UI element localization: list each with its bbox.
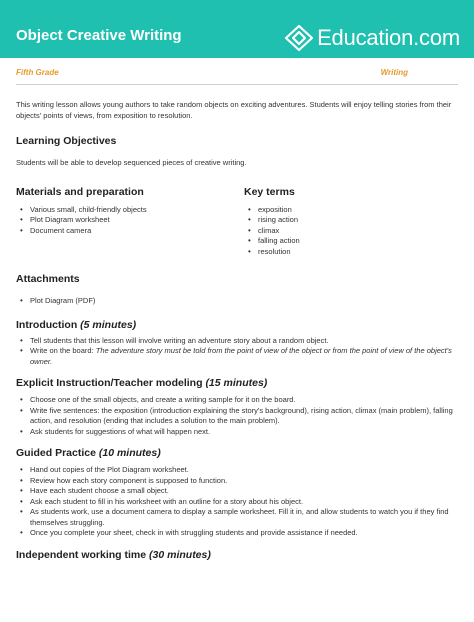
guided-practice-item: • Ask each student to fill in his worksheet with an outline for a story about his object. bbox=[16, 497, 460, 508]
explicit-instruction-heading-text: Explicit Instruction/Teacher modeling bbox=[16, 377, 203, 389]
introduction-heading-text: Introduction bbox=[16, 318, 78, 331]
guided-practice-item: • As students work, use a document camera to display a sample worksheet. Fill it in, and allow students to watch you if they find themselves struggling. bbox=[16, 507, 460, 528]
guided-practice-heading bbox=[16, 447, 460, 460]
introduction-item bbox=[16, 346, 460, 367]
guided-practice-heading-text: Guided Practice bbox=[16, 447, 96, 459]
attachments-list bbox=[16, 296, 460, 307]
logo-text: Education.com bbox=[317, 25, 460, 50]
header-bar bbox=[0, 0, 474, 58]
key-term-item: • exposition bbox=[244, 205, 460, 216]
introduction-duration: (5 minutes) bbox=[80, 318, 137, 331]
explicit-instruction-item: • Ask students for suggestions of what will happen next. bbox=[16, 427, 460, 438]
education-logo-icon bbox=[284, 24, 314, 52]
attachments-heading: Attachments bbox=[16, 273, 80, 285]
board-quote: The adventure story must be told from the point of view of the object or from the point of view of the object's owner. bbox=[30, 346, 452, 366]
explicit-instruction-item: • Choose one of the small objects, and create a writing sample for it on the board. bbox=[16, 395, 460, 406]
meta-divider bbox=[16, 84, 458, 85]
materials-item: • Document camera bbox=[16, 226, 244, 237]
guided-practice-item: • Hand out copies of the Plot Diagram worksheet. bbox=[16, 465, 460, 476]
lesson-intro: This writing lesson allows young authors to take random objects on exciting adventures. Students will enjoy telling stories from their objects' points of views, from exposition to resolution. bbox=[16, 100, 452, 120]
guided-practice-list bbox=[16, 465, 460, 539]
explicit-instruction-item: • Write five sentences: the exposition (introduction explaining the story's background), rising action, climax (main problem), falling action, and resolution (ending that includes a solution to the main problem). bbox=[16, 406, 460, 427]
independent-working-duration: (30 minutes) bbox=[149, 548, 211, 561]
explicit-instruction-duration: (15 minutes) bbox=[205, 377, 268, 389]
key-terms-list bbox=[244, 205, 460, 258]
learning-objectives-heading: Learning Objectives bbox=[16, 135, 117, 147]
materials-list bbox=[16, 205, 244, 237]
introduction-heading bbox=[16, 319, 460, 332]
guided-practice-item: • Have each student choose a small object. bbox=[16, 486, 460, 497]
learning-objectives-text: Students will be able to develop sequenced pieces of creative writing. bbox=[16, 158, 247, 167]
key-term-item: • rising action bbox=[244, 215, 460, 226]
subject-label: Writing bbox=[380, 68, 408, 77]
key-term-item: • resolution bbox=[244, 247, 460, 258]
attachment-link[interactable]: • Plot Diagram (PDF) bbox=[16, 296, 460, 307]
lesson-meta bbox=[16, 68, 460, 82]
key-term-item: • falling action bbox=[244, 236, 460, 247]
explicit-instruction-heading bbox=[16, 377, 460, 390]
introduction-item-prefix: Write on the board: bbox=[30, 346, 96, 355]
materials-heading: Materials and preparation bbox=[16, 185, 144, 198]
materials-section bbox=[16, 186, 244, 258]
independent-working-heading-text: Independent working time bbox=[16, 548, 147, 561]
materials-item: • Various small, child-friendly objects bbox=[16, 205, 244, 216]
lesson-content bbox=[16, 92, 460, 562]
guided-practice-item: • Review how each story component is supposed to function. bbox=[16, 476, 460, 487]
guided-practice-item: • Once you complete your sheet, check in with struggling students and provide assistance if needed. bbox=[16, 528, 460, 539]
guided-practice-duration: (10 minutes) bbox=[98, 447, 161, 459]
key-term-item: • climax bbox=[244, 226, 460, 237]
independent-working-heading bbox=[16, 549, 460, 562]
key-terms-heading: Key terms bbox=[244, 185, 295, 198]
explicit-instruction-list bbox=[16, 395, 460, 437]
introduction-list bbox=[16, 336, 460, 368]
materials-keyterms-row bbox=[16, 186, 460, 258]
grade-label: Fifth Grade bbox=[16, 68, 59, 77]
materials-item: • Plot Diagram worksheet bbox=[16, 215, 244, 226]
key-terms-section bbox=[244, 186, 460, 258]
page-title: Object Creative Writing bbox=[16, 27, 182, 44]
introduction-item: • Tell students that this lesson will involve writing an adventure story about a random object. bbox=[16, 336, 460, 347]
education-logo[interactable] bbox=[284, 24, 460, 52]
